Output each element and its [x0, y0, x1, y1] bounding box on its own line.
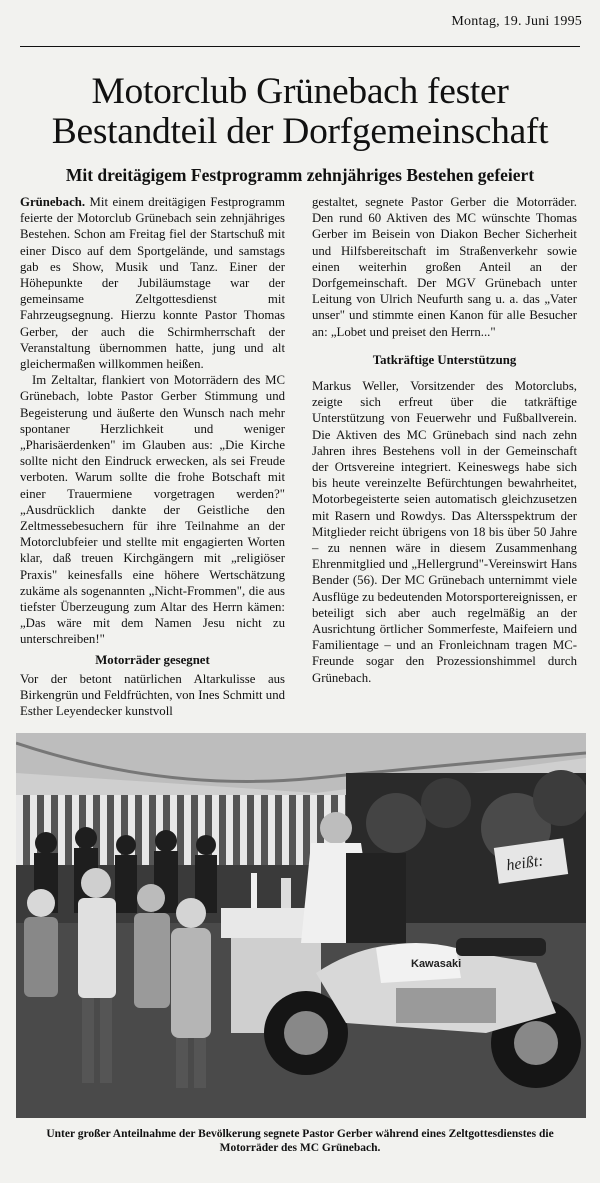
paragraph-2: Im Zeltaltar, flankiert von Motorrädern des MC Grünebach, lobte Pastor Gerber Stimmung und Begeisterung und äußerte den Wunsch nach mehr spontaner Herzlichkeit und weniger „Pharisäerdenken" im Glauben aus: „Die Kirche sollte nicht den Eindruck erwecken, als sei Freude verboten. Warum sollte die frohe Botschaft mit einer Trauermiene vorgetragen werden?" „Ausdrücklich dankte der Geistliche den Zeltmessebesuchern für ihre Teilnahme an der Motorclubfeier und stellte mit engagierten Worten klar, daß treuen Kirchgängern mit „religiöser Praxis" keinesfalls eine höhere Wertschätzung zukäme als sogenannten „Nicht-Frommen", die aus tiefster Überzeugung zum Altar des Herrn kämen: „Das wäre mit dem Namen Jesu nicht zu unterschreiben!" [20, 373, 285, 647]
section-heading-unterstuetzung: Tatkräftige Unterstützung [372, 352, 517, 367]
news-photo [16, 733, 586, 1118]
sign-text: heißt: [505, 852, 545, 875]
article-column-right [312, 194, 577, 686]
header-rule [20, 46, 580, 47]
section-heading-motorraeder: Motorräder gesegnet [95, 652, 210, 667]
caption-line-1: Unter großer Anteilnahme der Bevölkerung segnete Pastor Gerber während eines Zeltgottesdienstes die [46, 1128, 554, 1140]
bike-brand-label: Kawasaki [411, 958, 462, 970]
headline-line-1: Motorclub Grünebach fester [91, 71, 509, 112]
subheadline: Mit dreitägigem Festprogramm zehnjähriges Bestehen gefeiert [65, 165, 535, 185]
photo-illustration [16, 733, 586, 1118]
tent-wall [16, 795, 346, 865]
article-column-left [20, 194, 285, 720]
headline-line-2: Bestandteil der Dorfgemeinschaft [51, 111, 549, 152]
candle [251, 873, 257, 908]
paragraph-3: Vor der betont natürlichen Altarkulisse aus Birkengrün und Feldfrüchten, von Ines Schmitt und Esther Leyendecker kunstvoll [20, 671, 285, 719]
headline [0, 72, 600, 152]
caption-line-2: Motorräder des MC Grünebach. [219, 1142, 381, 1154]
paragraph-5: Markus Weller, Vorsitzender des Motorclubs, zeigte sich erfreut über die tatkräftige Unterstützung von Feuerwehr und Fußballverein. Die Aktiven des MC Grünebach sind nach zehn Jahren ihres Bestehens voll in der Gemeinschaft der Ortsvereine integriert. Keineswegs habe sich bis heute vereinzelte Befürchtungen bewahrheitet, Motorbegeisterte seien automatisch gleichzusetzen mit Rasern und Rowdys. Das Altersspektrum der Mitglieder reicht übrigens von 18 bis über 50 Jahre – zu nennen wäre in diesem Zusammenhang Ehrenmitglied und „Hellergrund"-Vereinswirt Hans Bender (56). Der MC Grünebach unternimmt viele Ausflüge zu bedeutenden Motorsportereignissen, er beteiligt sich aber auch regelmäßig an der Ausrichtung örtlicher Sommerfeste, Maifeiern und Familientage – und an Fronleichnam tragen MC-Freunde sogar den Prozessionshimmel durch Grünebach. [312, 379, 577, 685]
photo-caption [0, 1127, 600, 1155]
dateline: Grünebach. [20, 195, 86, 209]
paragraph-1 [20, 194, 285, 372]
paragraph-4: gestaltet, segnete Pastor Gerber die Motorräder. Den rund 60 Aktiven des MC wünschte Thomas Gerber im Beisein von Diakon Becher Sicherheit und Hilfsbereitschaft im Straßenverkehr sowie einen weiterhin großen Anteil an der Dorfgemeinschaft. Der MGV Grünebach unter Leitung von Ulrich Neufurth sang u. a. das „Vater unser" und stimmte einen Kanon für alle Besucher an: „Lobet und preiset den Herrn..." [312, 195, 577, 339]
publication-date: Montag, 19. Juni 1995 [451, 14, 582, 29]
paragraph-1-text: Mit einem dreitägigen Festprogramm feierte der Motorclub Grünebach sein zehnjähriges Bestehen. Schon am Freitag fiel der Startschuß mit einer Disco auf dem Sportgelände, und samstags gab es Show, Musik und Tanz. Einer der Höhepunkte der Jubiläumstage war der gemeinsame Zeltgottesdienst mit Fahrzeugsegnung. Hierzu konnte Pastor Thomas Gerber, der auch die Schirmherrschaft der Veranstaltung übernommen hatte, jung und alt gleichermaßen willkommen heißen. [20, 195, 285, 372]
